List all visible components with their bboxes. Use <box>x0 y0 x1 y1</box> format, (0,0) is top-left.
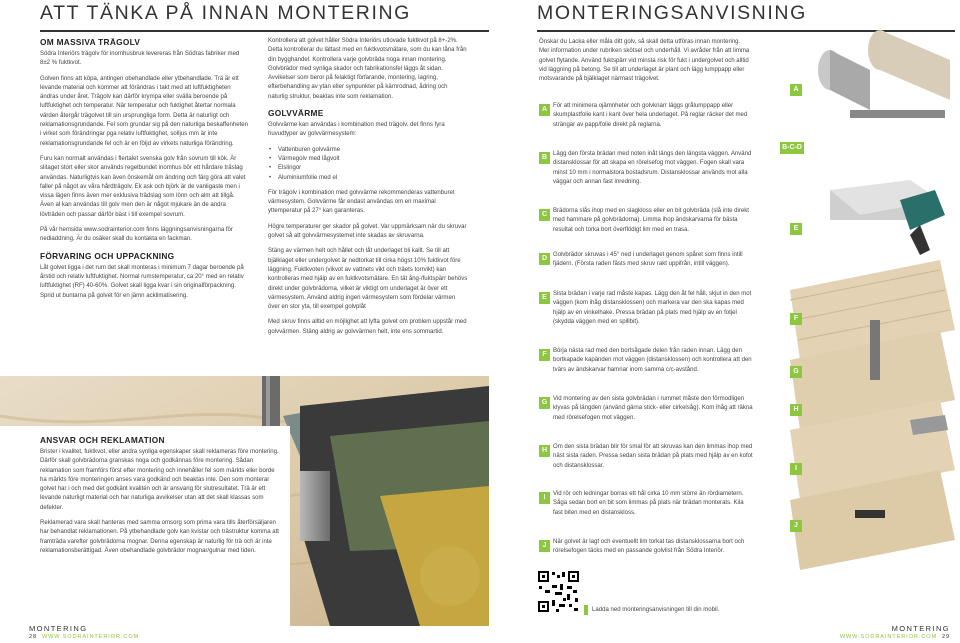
right-page-title: MONTERINGSANVISNING <box>537 2 807 24</box>
intro-paragraph: Önskar du Lacka eller måla ditt golv, så skall detta utföras innan montering. Mer information under rubriken skötsel och underhåll. Vi avråder från att limma golvet flytande. Använd fuktspärr vid minsta risk för fukt i undergolvet och alltid vid läggning på betong. Se till att underlaget är plant och lägg lumppapp eller motsvarande på bjälklaget närmast trägolvet. <box>539 39 750 83</box>
step-badge-f: F <box>539 349 550 361</box>
left-page-title: ATT TÄNKA PÅ INNAN MONTERING <box>40 2 411 24</box>
drill-illustration <box>830 180 945 255</box>
paragraph: För trägolv i kombination med golvvärme rekommenderas vattenburet värmesystem. Golvvärme får endast användas om en maximal yttemperatur på 27° kan garanteras. <box>268 189 455 215</box>
column-1 <box>40 37 250 307</box>
left-title-rule <box>40 30 489 32</box>
step-f-text: Börja nästa rad med den bortsågade delen från raden innan. Lägg den bortkapade kapänden mot väggen (distansklossen) och kontrollera att den tvärs av ändskarvar hamnar inom samma c/c-avstånd. <box>553 348 752 373</box>
paragraph: Reklamerad vara skall hanteras med samma omsorg som prima vara tills återförsäljaren har behandlat reklamationen. På ytbehandlade golv kan kvistar och trästruktur komma att framträda varefter golvbrädorna mognar. Denna egenskap är naturlig för trä och är inte reklamationsberättigad. Även obehandlade golvbrädor mognar/gulnar med tiden. <box>40 520 279 554</box>
footer-left-brand: MONTERING <box>29 624 88 633</box>
paragraph: Kontrollera att golvet håller Södra Interiörs utlovade fuktkvot på 8+-2%. Detta kontrollerar du lättast med en fuktkvotsmätare, som du kan låna från din bygghandel. Kontrollera varje golvbräda noga innan montering. Golvbrädor med synliga skador och fabrikationsfel läggs åt sidan. Avvikelser som beror på felaktigt förfarande, montering, lagring, efterbehandling av ytan eller synpunkter på kärnrodnad, ådring och naturlig struktur, beaktas inte som reklamation. <box>268 38 467 100</box>
figure-label-g: G <box>790 366 802 378</box>
figure-label-i: I <box>790 463 802 475</box>
qr-caption: Ladda ned monteringsanvisningen till din mobil. <box>592 607 720 613</box>
qr-marker <box>584 605 588 615</box>
figure-label-a: A <box>790 84 802 96</box>
heading-massiva-tragolv: OM MASSIVA TRÄGOLV <box>40 37 141 47</box>
installation-illustrations <box>770 30 960 590</box>
footer-left-site[interactable] <box>29 634 139 640</box>
paragraph: Brister i kvalitet, fuktkvot, eller andra synliga egenskaper skall reklameras före montering. Därför skall golvbrädorna granskas noga och godkännas före montering. Sådan reklamation som framförs först efter montering och innehåller fel som märkts eller borde ha märkts före monteringen anses vara godkänd och beaktas inte. Den som monterar golvet har i och med det godkänt kvalitén och är ansvarig för slutresultatet. Trä är ett levande naturligt material och har naturliga avvikelser utan att det skall klassas som defekter. <box>40 449 279 511</box>
page-number-left: 28 <box>29 634 38 640</box>
list-item: • Aluminiumfolie med el <box>268 174 468 183</box>
step-badge-i: I <box>539 492 550 504</box>
heating-types-list <box>268 146 468 183</box>
step-c-text: Brädorna slås ihop med en slagkloss eller en bit golvbräda (slå inte direkt med hammare på golvbrädorna). Limma ihop ändskarvarna för bästa resultat och torka bort överflödigt lim med en trasa. <box>553 208 749 233</box>
heading-golvvarme: GOLVVÄRME <box>268 108 324 119</box>
figure-label-e: E <box>790 223 802 235</box>
step-badge-h: H <box>539 445 550 457</box>
paragraph: Stäng av värmen helt och hållet och låt underlaget bli kallt. Se till att bjälklaget eller undergolvet är nedtorkat till cirka högst 10% fuktkvot före läggning. Fuktkvoten (vikvot av vattnets vikt och träets torrvikt) kan kontrolleras med hjälp av en fuktkvotsmätare. En tät ång-/fuktspärr behövs direkt under golvbrädorna, vilket är viktigt om underlaget är över ett värmesystem. Använd aldrig ingen värmesystem som fördelar värmen över en stor yta, till exempel golvplåt <box>268 248 468 311</box>
step-b-text: Lägg den första brädan med noten inåt längs den längsta väggen. Använd distansklossar för att skapa en rörelsefog mot väggen. Fogen skall vara minst 10 mm i normalstora bostadsrum. Distansklossar används mot alla väggar och annan fast inredning. <box>553 151 752 185</box>
step-badge-a: A <box>539 104 550 116</box>
step-badge-c: C <box>539 209 550 221</box>
step-badge-e: E <box>539 292 550 304</box>
step-badge-j: J <box>539 540 550 552</box>
step-badge-g: G <box>539 397 550 409</box>
step-badge-d: D <box>539 253 550 265</box>
figure-label-j: J <box>790 520 802 532</box>
qr-code[interactable] <box>537 570 580 613</box>
step-a-text: För att minimera ojämnheter och golvknarr läggs grålumppapp eller skumplastfolie kant i kant över hela underlaget. På reglar räcker det med strängar av papp/folie direkt på reglarna. <box>553 103 748 128</box>
heading-ansvar: ANSVAR OCH REKLAMATION <box>40 435 165 445</box>
responsibility-box <box>0 426 290 626</box>
paragraph: Låt golvet ligga i det rum det skall monteras i minimum 7 dagar beroende på årstid och relativ luftfuktighet. Normal rumstemperatur, ca 20° med en relativ luftfuktighet (RF) 40-60%. Golvet skall ligga kvar i sin originalförpackning. Sprid ut buntarna på golvet för en jämn acklimatisering. <box>40 264 244 299</box>
figure-label-f: F <box>790 313 802 325</box>
paragraph: Golvvärme kan användas i kombination med trägolv. det finns fyra huvudtyper av golvvärmesystem: <box>268 122 445 138</box>
paragraph: Med skruv finns alltid en möjlighet att lyfta golvet om problem uppstår med golvvärmen. Stäng aldrig av golvvärmen helt, inte ens sommartid. <box>268 319 467 335</box>
step-h-text: Om den sista brädan blir för smal för att skruvas kan den limmas ihop med näst sista raden. Pressa sedan sista brädan på plats med hjälp av en kofot och distansklossar. <box>553 444 753 469</box>
heading-forvaring: FÖRVARING OCH UPPACKNING <box>40 250 175 261</box>
step-e-text: Sista brädan i varje rad måste kapas. Lägg den åt fel håll, skjut in den mot väggen (kom ihåg distansklossen) och markera var den ska kapas med hjälp av en vinkelhake. Pressa brädan på plats med hjälp av en fotjel (skydda väggen med en spillbit). <box>553 291 752 325</box>
column-2 <box>268 37 468 343</box>
step-badge-b: B <box>539 152 550 164</box>
step-g-text: Vid montering av den sista golvbrädan i rummet måste den förmodligen klyvas på längden (använd gärna stick- eller cirkelsåg). Kom ihåg att räkna med rörelsefogen mot väggen. <box>553 396 753 421</box>
footer-site-link[interactable]: WWW.SODRAINTERIOR.COM <box>41 634 140 640</box>
page-number-right: 29 <box>941 634 950 640</box>
paper-rolls-illustration <box>818 30 950 118</box>
list-item: • Vattenburen golvvärme <box>268 146 468 155</box>
figure-label-bcd: B-C-D <box>780 142 804 154</box>
footer-site-link[interactable]: WWW.SODRAINTERIOR.COM <box>839 634 938 640</box>
paragraph: På vår hemsida www.sodrainterior.com finns läggningsanvisningarna för nedladdning. Är du osäker skall du kontakta en fackman. <box>40 227 233 243</box>
paragraph: Högre temperaturer ger skador på golvet. Var uppmärksam när du skruvar golvet så att golvvärmesystemet inte skadas av skruvarna. <box>268 223 467 240</box>
footer-right-site[interactable] <box>840 634 950 640</box>
list-item: • Elslingor <box>268 164 468 173</box>
paragraph: Södra Interiörs trägolv för inomhusbruk levereras från Södras fabriker med 8±2 % fuktkvot. <box>40 51 240 67</box>
figure-label-h: H <box>790 404 802 416</box>
step-d-text: Golvbrädor skruvas i 45° ned i underlaget genom spåret som finns intill fjädern. (Första raden fästs med skruv rakt uppifrån, intill väggen). <box>553 252 743 268</box>
paragraph: Golven finns att köpa, antingen obehandlade eller ytbehandlade. Trä är ett levande material och kommer att förändras i takt med att luftfuktigheten ändras under året. Trägolv kan därför krympa eller svälla beroende på luftfuktighet och temperatur. När temperatur och fuktighet återtar normala värden återgår trägolvet till sin ursprungliga form. Detta är naturligt och reklamationsgrundande. Fel som grundar sig på den naturliga beskaffenheten i virket som förändringar pga relativ luftfuktighet, solljus mm är inte reklamationsgrundande fel och är en följd av virkets naturliga förändring. <box>40 75 248 147</box>
step-i-text: Vid rör och ledningar borras ett hål cirka 10 mm större än rördiametern. Såga sedan bort en bit som limmas på plats när brädan monterats. Kila fast biten med en distanskloss. <box>553 491 744 516</box>
paragraph: Furu kan normalt användas i flertalet svenska golv från sovrum till kök. Är slitaget stort eller skor används regelbundet inomhus bör ett hårdare träslag användas. Naturligtvis kan även önskemål om ändring och färg göra att valet faller på något av våra hårdträgolv. Ek ask och björk är de vanligaste men i vissa lägen finns även mer exklusiva trädslag som lönn och alm att tillgå. Även al kan användas till golv men den är något mjukare än de andra lövträden och passar därför bäst i till exempel sovrum. <box>40 155 246 218</box>
step-j-text: När golvet är lagt och eventuellt lim torkat tas distansklossarna bort och rörelsefogen täcks med en passande golvlist från Södra Interiör. <box>553 539 745 555</box>
list-item: • Värmegolv med lågvolt <box>268 155 468 164</box>
footer-right-brand: MONTERING <box>891 624 950 633</box>
